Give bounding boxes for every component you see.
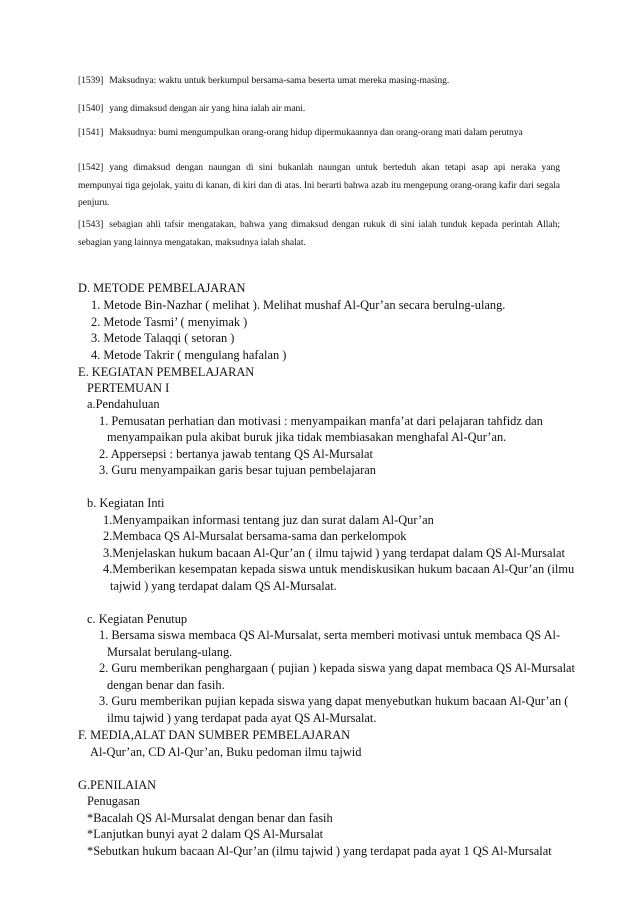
footnote-number: [1542] — [78, 162, 104, 173]
footnote-text: yang dimaksud dengan naungan di sini bukanlah naungan untuk berteduh akan tetapi asap api neraka yang mempunyai tiga gejolak, yaitu di kanan, di kiri dan di atas. Ini berarti bahwa azab itu mengepung orang-orang kafir dari segala penjuru. — [78, 162, 560, 208]
inti-item: 1.Menyampaikan informasi tentang juz dan surat dalam Al-Qur’an — [103, 513, 434, 527]
penutup-item: dengan benar dan fasih. — [107, 678, 225, 692]
inti-item: 4.Memberikan kesempatan kepada siswa untuk mendiskusikan hukum bacaan Al-Qur’an (ilmu — [103, 562, 575, 576]
metode-item: 1. Metode Bin-Nazhar ( melihat ). Melihat mushaf Al-Qur’an secara berulng-ulang. — [91, 298, 506, 312]
footnote-1542 — [78, 159, 560, 212]
penutup-item: Mursalat berulang-ulang. — [107, 645, 233, 659]
metode-item: 4. Metode Takrir ( mengulang hafalan ) — [91, 348, 287, 362]
pertemuan-label: PERTEMUAN I — [87, 381, 170, 395]
footnote-text: yang dimaksud dengan air yang hina ialah air mani. — [109, 103, 306, 114]
footnote-1540 — [78, 100, 560, 118]
pendahuluan-title: a.Pendahuluan — [87, 397, 160, 411]
penutup-item: 3. Guru memberikan pujian kepada siswa yang dapat menyebutkan hukum bacaan Al-Qur’an ( — [99, 694, 569, 708]
penutup-item: 1. Bersama siswa membaca QS Al-Mursalat, serta memberi motivasi untuk membaca QS Al- — [99, 628, 561, 642]
footnote-text: Maksudnya: bumi mengumpulkan orang-orang hidup dipermukaannya dan orang-orang mati dalam perutnya — [109, 127, 523, 138]
footnote-number: [1540] — [78, 103, 104, 114]
inti-item: 3.Menjelaskan hukum bacaan Al-Qur’an ( ilmu tajwid ) yang terdapat dalam QS Al-Mursalat — [103, 546, 565, 560]
footnote-number: [1541] — [78, 127, 104, 138]
footnote-1541 — [78, 124, 560, 142]
inti-item: 2.Membaca QS Al-Mursalat bersama-sama dan perkelompok — [103, 529, 407, 543]
metode-item: 3. Metode Talaqqi ( setoran ) — [91, 331, 235, 345]
section-heading-penilaian: G.PENILAIAN — [78, 778, 157, 792]
section-heading-media: F. MEDIA,ALAT DAN SUMBER PEMBELAJARAN — [78, 728, 351, 742]
section-heading-metode: D. METODE PEMBELAJARAN — [78, 281, 246, 295]
penutup-item: 2. Guru memberikan penghargaan ( pujian ) kepada siswa yang dapat membaca QS Al-Mursalat — [99, 661, 575, 675]
footnote-text: Maksudnya: waktu untuk berkumpul bersama-sama beserta umat mereka masing-masing. — [109, 75, 450, 86]
penutup-item: ilmu tajwid ) yang terdapat pada ayat QS Al-Mursalat. — [107, 711, 377, 725]
pendahuluan-item: menyampaikan pula akibat buruk jika tidak membiasakan menghafal Al-Qur’an. — [107, 430, 507, 444]
penilaian-item: *Lanjutkan bunyi ayat 2 dalam QS Al-Mursalat — [87, 827, 324, 841]
penilaian-item: *Sebutkan hukum bacaan Al-Qur’an (ilmu tajwid ) yang terdapat pada ayat 1 QS Al-Mursalat — [87, 844, 552, 858]
penutup-title: c. Kegiatan Penutup — [87, 612, 188, 626]
media-text: Al-Qur’an, CD Al-Qur’an, Buku pedoman ilmu tajwid — [90, 745, 362, 759]
metode-item: 2. Metode Tasmi’ ( menyimak ) — [91, 315, 248, 329]
penugasan-label: Penugasan — [87, 794, 140, 808]
section-heading-kegiatan: E. KEGIATAN PEMBELAJARAN — [78, 365, 255, 379]
inti-title: b. Kegiatan Inti — [87, 496, 165, 510]
footnote-1539 — [78, 72, 560, 90]
pendahuluan-item: 2. Appersepsi : bertanya jawab tentang QS Al-Mursalat — [99, 447, 373, 461]
footnote-number: [1539] — [78, 75, 104, 86]
footnote-text: sebagian ahli tafsir mengatakan, bahwa yang dimaksud dengan rukuk di sini ialah tunduk kepada perintah Allah; sebagian yang lainnya mengatakan, maksudnya ialah shalat. — [78, 219, 560, 248]
footnote-1543 — [78, 216, 560, 251]
footnote-number: [1543] — [78, 219, 104, 230]
inti-item: tajwid ) yang terdapat dalam QS Al-Mursalat. — [110, 579, 337, 593]
pendahuluan-item: 3. Guru menyampaikan garis besar tujuan pembelajaran — [99, 463, 376, 477]
pendahuluan-item: 1. Pemusatan perhatian dan motivasi : menyampaikan manfa’at dari pelajaran tahfidz dan — [99, 414, 543, 428]
penilaian-item: *Bacalah QS Al-Mursalat dengan benar dan fasih — [87, 811, 333, 825]
